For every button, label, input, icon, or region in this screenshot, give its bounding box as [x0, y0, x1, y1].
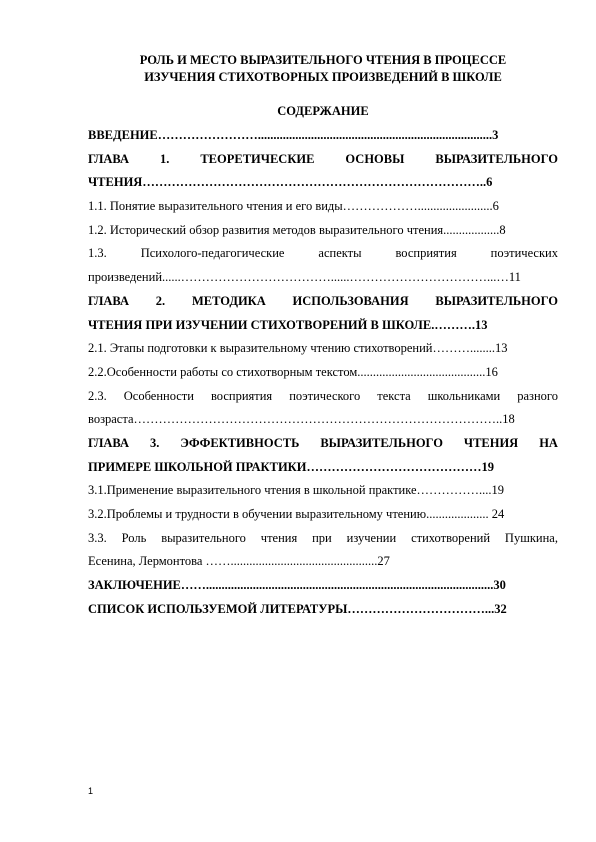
toc-word: 1.3.: [88, 246, 107, 261]
toc-word: НА: [539, 435, 558, 450]
toc-word: Пушкина,: [504, 530, 558, 545]
toc-entry-3-1: 3.1.Применение выразительного чтения в школьной практике……………....19: [88, 483, 505, 498]
toc-word: чтения: [260, 530, 298, 545]
toc-word: ГЛАВА: [88, 435, 129, 450]
toc-word: поэтических: [490, 246, 558, 261]
toc-word: текста: [377, 388, 411, 403]
toc-word: восприятия: [395, 246, 457, 261]
toc-entry-references: СПИСОК ИСПОЛЬЗУЕМОЙ ЛИТЕРАТУРЫ……………………………...32: [88, 601, 507, 616]
toc-entry-chapter2-cont: ЧТЕНИЯ ПРИ ИЗУЧЕНИИ СТИХОТВОРЕНИЙ В ШКОЛЕ.……….13: [88, 317, 488, 332]
toc-entry-1-1: 1.1. Понятие выразительного чтения и его виды………………........................6: [88, 199, 499, 214]
toc-entry-2-3: [88, 385, 558, 409]
toc-word: 2.: [155, 293, 166, 308]
toc-word: ВЫРАЗИТЕЛЬНОГО: [320, 435, 443, 450]
toc-word: восприятия: [210, 388, 273, 403]
title-line-1: РОЛЬ И МЕСТО ВЫРАЗИТЕЛЬНОГО ЧТЕНИЯ В ПРОЦЕССЕ: [139, 53, 507, 67]
toc-word: ВЫРАЗИТЕЛЬНОГО: [435, 293, 558, 308]
page-number: 1: [88, 786, 94, 796]
toc-word: ТЕОРЕТИЧЕСКИЕ: [200, 151, 315, 166]
toc-word: 2.3.: [88, 388, 107, 403]
contents-heading: СОДЕРЖАНИЕ: [277, 104, 369, 118]
toc-entry-chapter3: [88, 432, 558, 456]
toc-word: Особенности: [123, 388, 194, 403]
title-line-2: ИЗУЧЕНИЯ СТИХОТВОРНЫХ ПРОИЗВЕДЕНИЙ В ШКОЛЕ: [144, 70, 502, 84]
toc-word: ГЛАВА: [88, 151, 129, 166]
toc-word: ЧТЕНИЯ: [463, 435, 519, 450]
toc-word: МЕТОДИКА: [191, 293, 266, 308]
toc-entry-2-3-cont: возраста……………………………………………………………………………..18: [88, 412, 515, 427]
toc-entry-chapter1: [88, 148, 558, 172]
toc-word: ОСНОВЫ: [345, 151, 405, 166]
toc-entry-chapter3-cont: ПРИМЕРЕ ШКОЛЬНОЙ ПРАКТИКИ……………………………………19: [88, 459, 494, 474]
toc-word: изучении: [346, 530, 397, 545]
toc-entry-1-2: 1.2. Исторический обзор развития методов выразительного чтения..................8: [88, 222, 506, 237]
toc-entry-2-2: 2.2.Особенности работы со стихотворным текстом.........................................16: [88, 364, 498, 379]
document-title: [88, 52, 558, 86]
toc-word: поэтического: [289, 388, 361, 403]
toc-word: выразительного: [161, 530, 246, 545]
toc-entry-3-2: 3.2.Проблемы и трудности в обучении выразительному чтению.................... 24: [88, 507, 505, 521]
toc-word: при: [312, 530, 332, 545]
toc-entry-1-3: [88, 242, 558, 266]
toc-entry-chapter2: [88, 290, 558, 314]
toc-word: ЭФФЕКТИВНОСТЬ: [180, 435, 300, 450]
toc-word: 3.3.: [88, 530, 107, 545]
toc-word: школьниками: [427, 388, 501, 403]
toc-entry-1-3-cont: произведений......………………………………......……………………………...…11: [88, 270, 521, 285]
toc-word: Психолого-педагогические: [140, 246, 285, 261]
toc-entry-chapter1-cont: ЧТЕНИЯ………………………………………………………………………..6: [88, 175, 493, 190]
toc-entry-intro: ВВЕДЕНИЕ……………………...........................................................................3: [88, 128, 499, 142]
toc-word: ГЛАВА: [88, 293, 129, 308]
toc-word: Роль: [121, 530, 147, 545]
toc-word: ИСПОЛЬЗОВАНИЯ: [292, 293, 409, 308]
toc-entry-3-3: [88, 527, 558, 551]
toc-word: стихотворений: [411, 530, 491, 545]
toc-entry-3-3-cont: Есенина, Лермонтова ……...............................................27: [88, 554, 390, 569]
toc-word: аспекты: [318, 246, 362, 261]
toc-word: 3.: [149, 435, 160, 450]
table-of-contents: [88, 124, 558, 621]
toc-entry-conclusion: ЗАКЛЮЧЕНИЕ……............................................................................................30: [88, 578, 506, 593]
toc-entry-2-1: 2.1. Этапы подготовки к выразительному чтению стихотворений………........13: [88, 341, 508, 356]
toc-word: ВЫРАЗИТЕЛЬНОГО: [435, 151, 558, 166]
toc-word: разного: [517, 388, 558, 403]
toc-word: 1.: [159, 151, 170, 166]
